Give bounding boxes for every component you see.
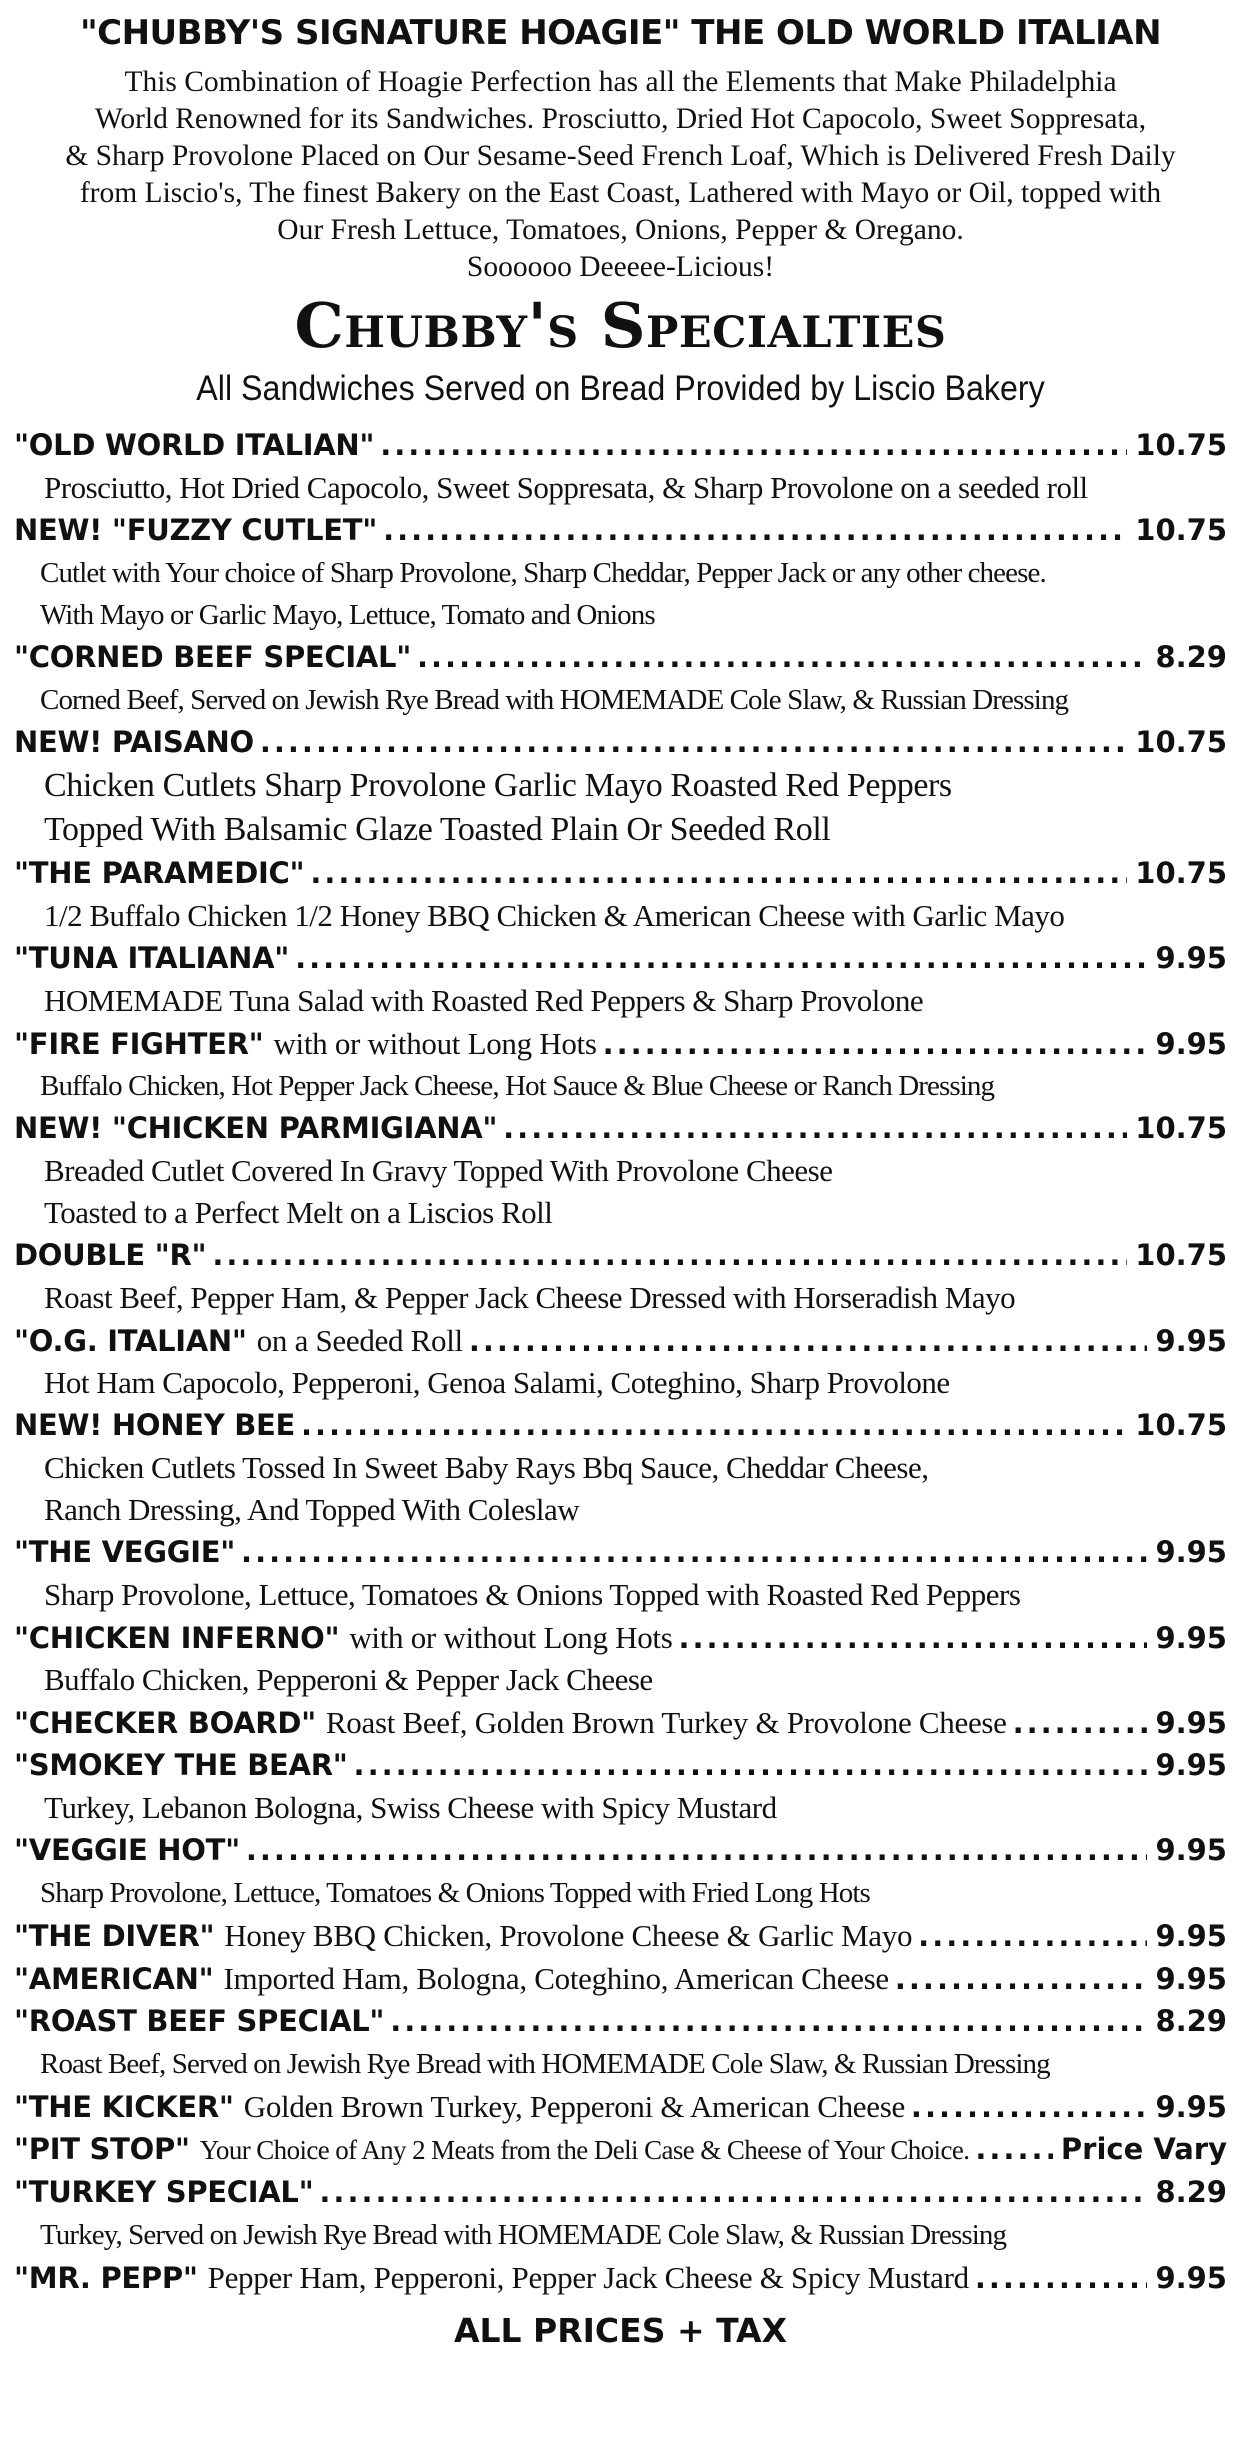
menu-item-price: 10.75 (1135, 1408, 1227, 1442)
menu-item-description: Breaded Cutlet Covered In Gravy Topped With Provolone Cheese (44, 1153, 833, 1188)
menu-item-description: Chicken Cutlets Tossed In Sweet Baby Rays Bbq Sauce, Cheddar Cheese, (44, 1450, 929, 1485)
menu-item-name: "CHECKER BOARD" (14, 1706, 316, 1740)
menu-item-description: Toasted to a Perfect Melt on a Liscios Roll (44, 1195, 553, 1230)
menu-item-price: 10.75 (1135, 513, 1227, 547)
menu-item-price: 10.75 (1135, 1111, 1227, 1145)
menu-item (14, 1701, 1227, 1744)
menu-item-name: "ROAST BEEF SPECIAL" (14, 2004, 385, 2038)
menu-item-inline-description: Honey BBQ Chicken, Provolone Cheese & Garlic Mayo (224, 1918, 913, 1953)
dot-leader (319, 2171, 1147, 2214)
dot-leader (503, 1107, 1127, 1150)
menu-item-description: Chicken Cutlets Sharp Provolone Garlic Mayo Roasted Red Peppers (44, 767, 952, 804)
menu-item-price: 8.29 (1155, 2175, 1227, 2209)
menu-item-name: "FIRE FIGHTER" (14, 1027, 264, 1061)
menu-item (14, 1404, 1227, 1447)
menu-item-description: Roast Beef, Served on Jewish Rye Bread with HOMEMADE Cole Slaw, & Russian Dressing (40, 2048, 1050, 2080)
menu-item-inline-description: Pepper Ham, Pepperoni, Pepper Jack Cheese & Spicy Mustard (207, 2260, 969, 2295)
menu-item-description: Roast Beef, Pepper Ham, & Pepper Jack Cheese Dressed with Horseradish Mayo (44, 1280, 1016, 1315)
specialties-subtitle: All Sandwiches Served on Bread Provided by Liscio Bakery (196, 369, 1045, 408)
menu-item (14, 2085, 1227, 2128)
menu-item-price: 9.95 (1155, 941, 1227, 975)
menu-item-name: "VEGGIE HOT" (14, 1833, 240, 1867)
menu-item-name: NEW! "CHICKEN PARMIGIANA" (14, 1111, 498, 1145)
menu-item-price: 9.95 (1155, 1748, 1227, 1782)
menu-item (14, 1616, 1227, 1659)
menu-item-price: 10.75 (1135, 856, 1227, 890)
menu-item-name: "CORNED BEEF SPECIAL" (14, 640, 412, 674)
menu-item-price: 9.95 (1155, 1919, 1227, 1953)
menu-item-price: 10.75 (1135, 428, 1227, 462)
menu-item (14, 636, 1227, 679)
signature-desc-line: from Liscio's, The finest Bakery on the East Coast, Lathered with Mayo or Oil, topped with (79, 177, 1162, 209)
menu-item-price: 9.95 (1155, 1833, 1227, 1867)
menu-item (14, 2171, 1227, 2214)
dot-leader (246, 1829, 1148, 1872)
signature-hoagie-description (14, 64, 1227, 286)
menu-item (14, 2256, 1227, 2299)
menu-item-name: "PIT STOP" (14, 2132, 190, 2166)
dot-leader (603, 1023, 1148, 1065)
dot-leader (417, 636, 1147, 679)
menu-item (14, 1022, 1227, 1065)
menu-item (14, 2128, 1227, 2171)
menu-item-description: With Mayo or Garlic Mayo, Lettuce, Tomato and Onions (40, 599, 655, 631)
menu-item (14, 1744, 1227, 1787)
menu-item-description: Corned Beef, Served on Jewish Rye Bread with HOMEMADE Cole Slaw, & Russian Dressing (40, 684, 1069, 716)
menu-item-name: "OLD WORLD ITALIAN" (14, 428, 375, 462)
menu-item-list (14, 424, 1227, 2299)
menu-item-name: DOUBLE "R" (14, 1238, 207, 1272)
signature-desc-line: & Sharp Provolone Placed on Our Sesame-Seed French Loaf, Which is Delivered Fresh Daily (65, 140, 1176, 172)
dot-leader (301, 1404, 1127, 1447)
dot-leader (1013, 1702, 1148, 1744)
menu-item-price: 8.29 (1155, 2004, 1227, 2038)
dot-leader (469, 1320, 1148, 1362)
menu-item-description: Cutlet with Your choice of Sharp Provolone, Sharp Cheddar, Pepper Jack or any other cheese. (40, 557, 1046, 589)
dot-leader (911, 2086, 1148, 2128)
menu-item-description: 1/2 Buffalo Chicken 1/2 Honey BBQ Chicken & American Cheese with Garlic Mayo (44, 898, 1065, 933)
menu-item-price: 9.95 (1155, 1621, 1227, 1655)
dot-leader (310, 852, 1127, 895)
menu-item-name: "THE KICKER" (14, 2090, 234, 2124)
menu-item (14, 1319, 1227, 1362)
menu-item (14, 1914, 1227, 1957)
menu-item (14, 2000, 1227, 2043)
dot-leader (383, 509, 1127, 552)
signature-hoagie-title: "CHUBBY'S SIGNATURE HOAGIE" THE OLD WORLD ITALIAN (79, 13, 1162, 53)
menu-item-description: Prosciutto, Hot Dried Capocolo, Sweet Soppresata, & Sharp Provolone on a seeded roll (44, 470, 1088, 505)
menu-item-name: NEW! "FUZZY CUTLET" (14, 513, 378, 547)
menu-item-name: "MR. PEPP" (14, 2261, 198, 2295)
menu-item-name: "THE DIVER" (14, 1919, 215, 1953)
menu-item-price: 9.95 (1155, 2090, 1227, 2124)
specialties-title: Chubby's Specialties (294, 289, 947, 362)
menu-item (14, 937, 1227, 980)
menu-item (14, 1531, 1227, 1574)
menu-item (14, 1957, 1227, 2000)
menu-item (14, 852, 1227, 895)
dot-leader (354, 1744, 1148, 1787)
dot-leader (212, 1234, 1127, 1277)
menu-item-name: "THE PARAMEDIC" (14, 856, 305, 890)
menu-item-description: Sharp Provolone, Lettuce, Tomatoes & Onions Topped with Roasted Red Peppers (44, 1577, 1021, 1612)
menu-item-description: Buffalo Chicken, Pepperoni & Pepper Jack Cheese (44, 1662, 653, 1697)
menu-item (14, 721, 1227, 764)
menu-item-price: 9.95 (1155, 1962, 1227, 1996)
menu-item-description: Turkey, Served on Jewish Rye Bread with HOMEMADE Cole Slaw, & Russian Dressing (40, 2219, 1007, 2251)
menu-item-inline-description: Imported Ham, Bologna, Coteghino, American Cheese (223, 1961, 889, 1996)
menu-item-price: 9.95 (1155, 1324, 1227, 1358)
menu-item (14, 424, 1227, 467)
menu-item-name: "THE VEGGIE" (14, 1535, 236, 1569)
menu-item-name: "TURKEY SPECIAL" (14, 2175, 314, 2209)
menu-item (14, 1234, 1227, 1277)
menu-item-inline-description: Your Choice of Any 2 Meats from the Deli Case & Cheese of Your Choice. (199, 2135, 970, 2165)
menu-item-price: 8.29 (1155, 640, 1227, 674)
menu-item-inline-description: Golden Brown Turkey, Pepperoni & American Cheese (243, 2089, 905, 2124)
dot-leader (895, 1958, 1148, 2000)
menu-item-description: Sharp Provolone, Lettuce, Tomatoes & Onions Topped with Fried Long Hots (40, 1877, 870, 1909)
signature-desc-line: Our Fresh Lettuce, Tomatoes, Onions, Pepper & Oregano. (277, 214, 964, 246)
dot-leader (975, 2128, 1053, 2171)
menu-item-price: 9.95 (1155, 1027, 1227, 1061)
menu-item-price: 9.95 (1155, 1706, 1227, 1740)
prices-footer: ALL PRICES + TAX (453, 2311, 788, 2350)
menu-item-name: "AMERICAN" (14, 1962, 214, 1996)
signature-desc-line: Soooooo Deeeee-Licious! (466, 251, 775, 283)
menu-item-description: Hot Ham Capocolo, Pepperoni, Genoa Salami, Coteghino, Sharp Provolone (44, 1365, 950, 1400)
dot-leader (295, 937, 1147, 980)
menu-item-price: 9.95 (1155, 1535, 1227, 1569)
dot-leader (390, 2000, 1147, 2043)
menu-item-inline-description: on a Seeded Roll (256, 1323, 463, 1358)
menu-item (14, 509, 1227, 552)
menu-item-name: "O.G. ITALIAN" (14, 1324, 247, 1358)
menu-item-price: 9.95 (1155, 2261, 1227, 2295)
menu-item (14, 1107, 1227, 1150)
menu-item-description: Topped With Balsamic Glaze Toasted Plain Or Seeded Roll (44, 811, 831, 848)
menu-item-inline-description: Roast Beef, Golden Brown Turkey & Provolone Cheese (325, 1705, 1007, 1740)
menu-item-inline-description: with or without Long Hots (273, 1026, 597, 1061)
dot-leader (918, 1915, 1147, 1957)
menu-item-price: 10.75 (1135, 725, 1227, 759)
menu-item-inline-description: with or without Long Hots (349, 1620, 673, 1655)
menu-item-name: NEW! PAISANO (14, 725, 254, 759)
dot-leader (679, 1617, 1148, 1659)
dot-leader (975, 2257, 1148, 2299)
menu-item-description: Turkey, Lebanon Bologna, Swiss Cheese with Spicy Mustard (44, 1790, 777, 1825)
menu-item-name: "SMOKEY THE BEAR" (14, 1748, 348, 1782)
menu-item-price: Price Vary (1060, 2132, 1227, 2166)
dot-leader (260, 721, 1127, 764)
menu-item-name: "CHICKEN INFERNO" (14, 1621, 340, 1655)
signature-desc-line: This Combination of Hoagie Perfection has all the Elements that Make Philadelphia (124, 66, 1117, 98)
menu-item (14, 1829, 1227, 1872)
menu-item-name: "TUNA ITALIANA" (14, 941, 290, 975)
menu-item-description: Ranch Dressing, And Topped With Coleslaw (44, 1492, 580, 1527)
menu-item-price: 10.75 (1135, 1238, 1227, 1272)
signature-desc-line: World Renowned for its Sandwiches. Prosciutto, Dried Hot Capocolo, Sweet Soppresata, (94, 103, 1147, 135)
menu-item-description: HOMEMADE Tuna Salad with Roasted Red Peppers & Sharp Provolone (44, 983, 924, 1018)
dot-leader (380, 424, 1127, 467)
dot-leader (241, 1531, 1147, 1574)
menu-item-name: NEW! HONEY BEE (14, 1408, 296, 1442)
menu-item-description: Buffalo Chicken, Hot Pepper Jack Cheese, Hot Sauce & Blue Cheese or Ranch Dressing (40, 1070, 995, 1102)
